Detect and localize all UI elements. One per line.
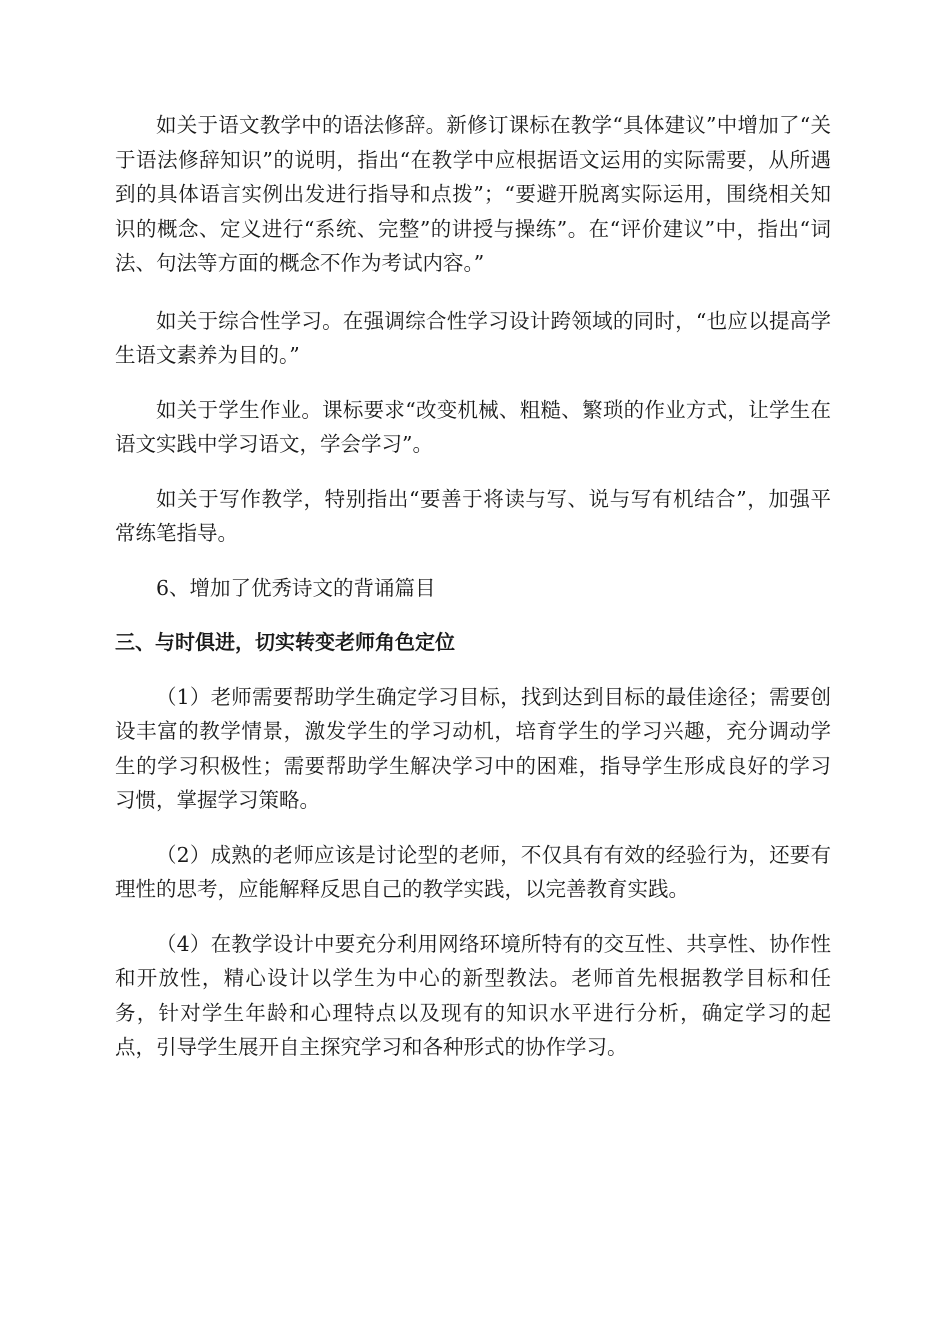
paragraph-student-homework: 如关于学生作业。课标要求“改变机械、粗糙、繁琐的作业方式，让学生在语文实践中学习语文，学会学习”。 xyxy=(115,397,831,456)
section-heading: 三、与时俱进，切实转变老师角色定位 xyxy=(115,630,455,654)
paragraph-point-2: （2）成熟的老师应该是讨论型的老师，不仅具有有效的经验行为，还要有理性的思考，应能解释反思自己的教学实践，以完善教育实践。 xyxy=(115,842,831,901)
document-page xyxy=(115,108,831,1065)
paragraph-point-1: （1）老师需要帮助学生确定学习目标，找到达到目标的最佳途径；需要创设丰富的教学情景，激发学生的学习动机，培育学生的学习兴趣，充分调动学生的学习积极性；需要帮助学生解决学习中的困难，指导学生形成良好的学习习惯，掌握学习策略。 xyxy=(115,684,831,812)
paragraph-grammar-rhetoric: 如关于语文教学中的语法修辞。新修订课标在教学“具体建议”中增加了“关于语法修辞知识”的说明，指出“在教学中应根据语文运用的实际需要，从所遇到的具体语言实例出发进行指导和点拨”；“要避开脱离实际运用，围绕相关知识的概念、定义进行“系统、完整”的讲授与操练”。在“评价建议”中，指出“词法、句法等方面的概念不作为考试内容。” xyxy=(115,113,831,275)
paragraph-point-4: （4）在教学设计中要充分利用网络环境所特有的交互性、共享性、协作性和开放性，精心设计以学生为中心的新型教法。老师首先根据教学目标和任务，针对学生年龄和心理特点以及现有的知识水平进行分析，确定学习的起点，引导学生展开自主探究学习和各种形式的协作学习。 xyxy=(115,931,831,1059)
paragraph-poetry-recitation: 6、增加了优秀诗文的背诵篇目 xyxy=(156,575,436,600)
paragraph-writing-teaching: 如关于写作教学，特别指出“要善于将读与写、说与写有机结合”，加强平常练笔指导。 xyxy=(115,486,831,545)
paragraph-comprehensive-learning: 如关于综合性学习。在强调综合性学习设计跨领域的同时，“也应以提高学生语文素养为目的。” xyxy=(115,308,831,367)
